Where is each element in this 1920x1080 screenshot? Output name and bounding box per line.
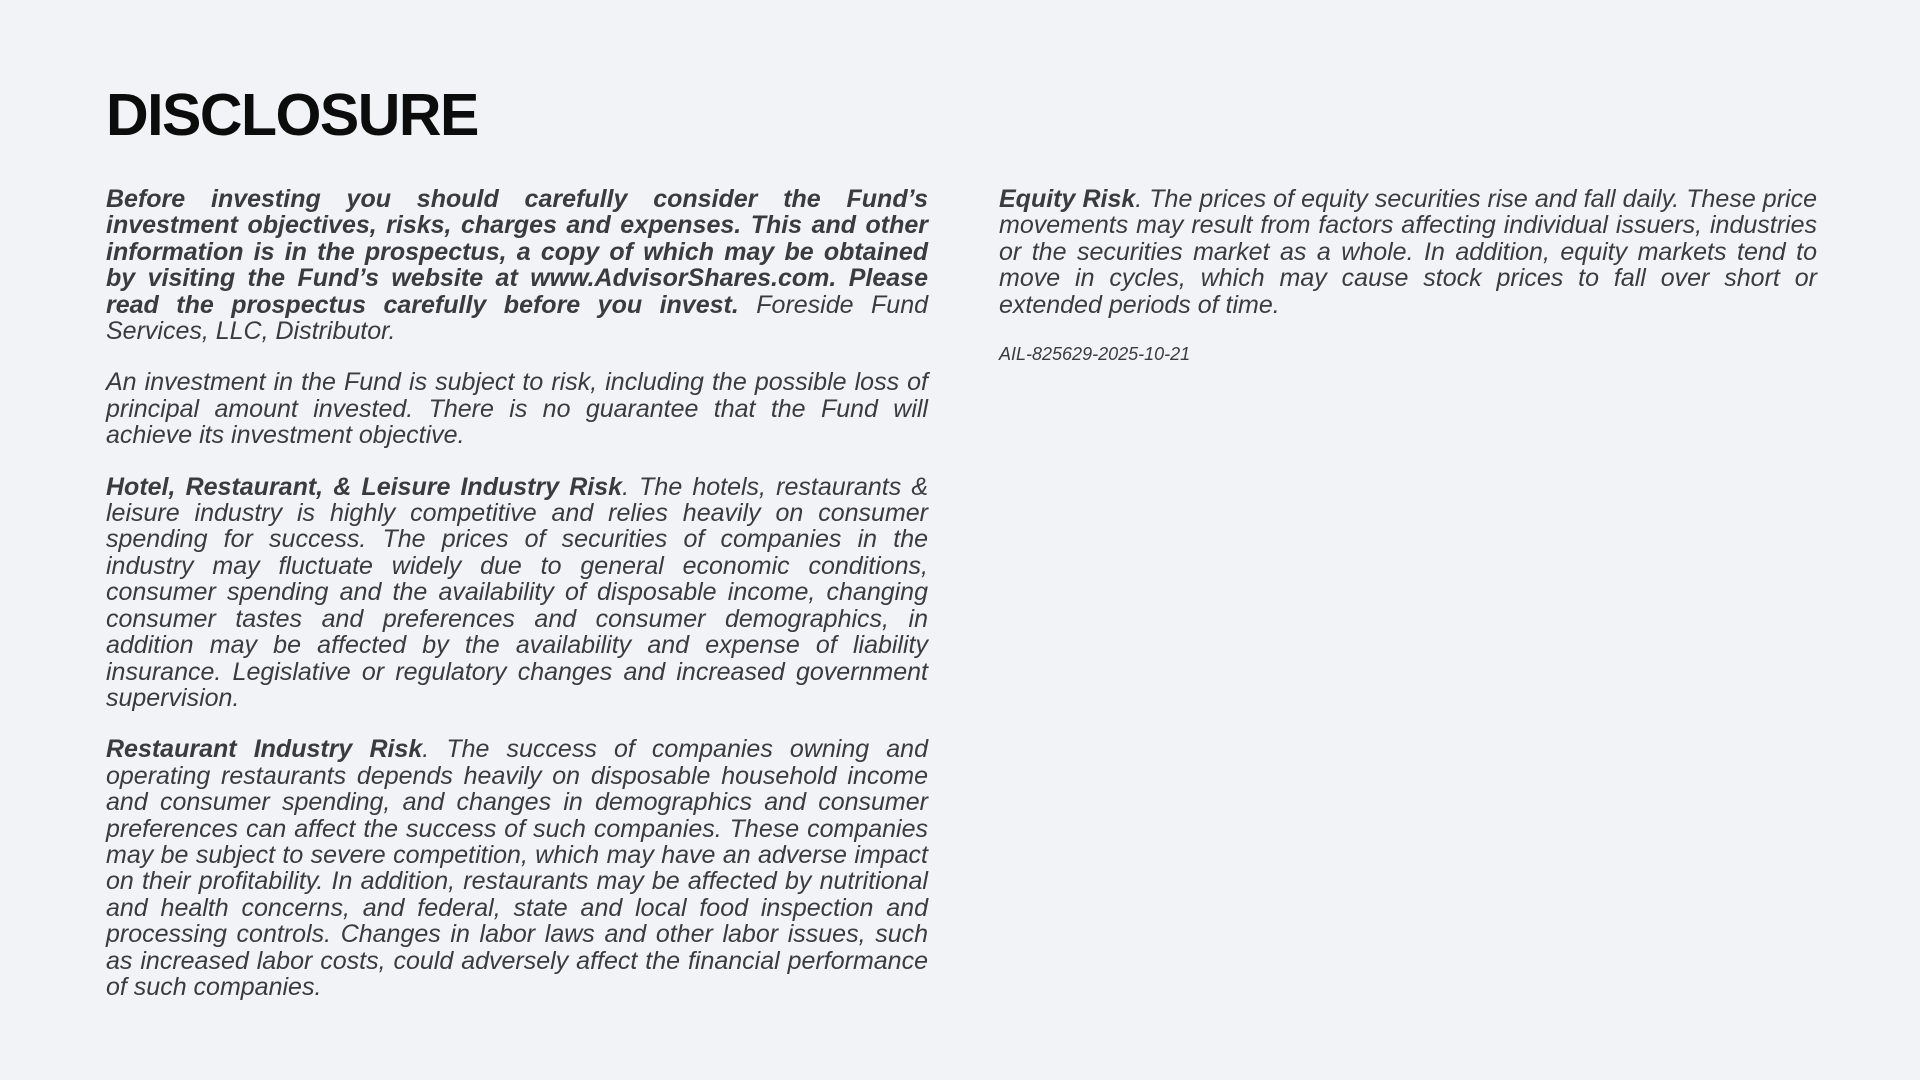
content-columns <box>106 186 1817 1025</box>
page-title: DISCLOSURE <box>106 82 478 148</box>
paragraph-hotel-restaurant-leisure-risk-text: . The hotels, restaurants & leisure industry is highly competitive and relies heavily on consumer spending for success. The prices of securities of companies in the industry may fluctuate widely due to general economic conditions, consumer spending and the availability of disposable income, changing consumer tastes and preferences and consumer demographics, in addition may be affected by the availability and expense of liability insurance. Legislative or regulatory changes and increased government supervision. <box>106 472 929 712</box>
paragraph-hotel-restaurant-leisure-risk <box>106 474 928 712</box>
paragraph-prospectus-notice-bold-text: Before investing you should carefully consider the Fund’s investment objectives, risks, charges and expenses. This and other information is in the prospectus, a copy of which may be obtained by visiting the Fund’s website at www.AdvisorShares.com. Please read the prospectus carefully before you invest. <box>106 185 928 319</box>
paragraph-prospectus-notice <box>106 186 928 344</box>
paragraph-equity-risk-text: . The prices of equity securities rise and fall daily. These price movements may result from factors affecting individual issuers, industries or the securities market as a whole. In addition, equity markets tend to move in cycles, which may cause stock prices to fall over short or extended periods of time. <box>999 185 1817 319</box>
paragraph-prospectus-notice-distributor-text: Foreside Fund Services, LLC, Distributor. <box>106 290 928 346</box>
paragraph-investment-risk-text: An investment in the Fund is subject to risk, including the possible loss of principal amount invested. There is no guarantee that the Fund will achieve its investment objective. <box>106 368 928 450</box>
paragraph-investment-risk <box>106 369 928 448</box>
right-column <box>999 186 1817 1025</box>
paragraph-hotel-restaurant-leisure-risk-heading: Hotel, Restaurant, & Leisure Industry Risk <box>106 472 623 501</box>
paragraph-equity-risk-heading: Equity Risk <box>999 185 1136 213</box>
left-column <box>106 186 928 1025</box>
paragraph-equity-risk <box>999 186 1817 318</box>
document-id: AIL-825629-2025-10-21 <box>999 344 1191 365</box>
paragraph-restaurant-industry-risk-heading: Restaurant Industry Risk <box>106 735 423 764</box>
paragraph-restaurant-industry-risk-text: . The success of companies owning and operating restaurants depends heavily on disposable household income and consumer spending, and changes in demographics and consumer preferences can affect the success of such companies. These companies may be subject to severe competition, which may have an adverse impact on their profitability. In addition, restaurants may be affected by nutritional and health concerns, and federal, state and local food inspection and processing controls. Changes in labor laws and other labor issues, such as increased labor costs, could adversely affect the financial performance of such companies. <box>106 735 928 1001</box>
paragraph-restaurant-industry-risk <box>106 736 928 1000</box>
